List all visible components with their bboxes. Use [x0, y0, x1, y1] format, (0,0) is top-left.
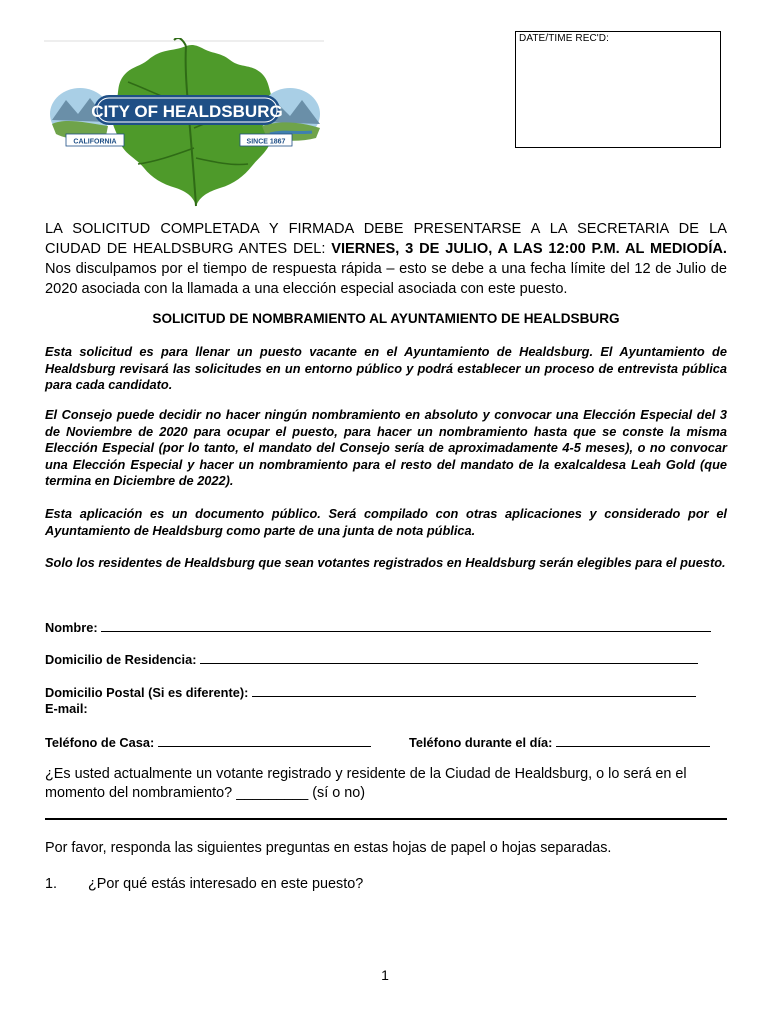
email-field	[45, 701, 88, 716]
voter-question-suffix: (sí o no)	[312, 785, 366, 801]
date-received-box	[515, 31, 721, 148]
home-phone-line[interactable]	[158, 734, 371, 747]
email-label: E-mail:	[45, 701, 88, 716]
paragraph-purpose: Esta solicitud es para llenar un puesto vacante en el Ayuntamiento de Healdsburg. El Ayuntamiento de Healdsburg revisará las solicitudes en un entorno público y podrá establecer un proceso de entrevista pública para cada candidato.	[45, 344, 727, 392]
question-1-number: 1.	[45, 876, 58, 892]
intro-line1: LA SOLICITUD COMPLETADA Y FIRMADA DEBE PRESENTARSE A LA SECRETARIA DE LA	[45, 221, 727, 237]
divider	[45, 818, 727, 820]
name-field	[45, 619, 711, 635]
intro-line2-plain: CIUDAD DE HEALDSBURG ANTES DEL:	[45, 241, 332, 257]
residence-field	[45, 651, 698, 667]
logo-left-text: CALIFORNIA	[73, 138, 117, 146]
day-phone-label: Teléfono durante el día:	[409, 735, 553, 750]
question-1	[45, 876, 364, 892]
intro-text	[45, 219, 727, 299]
paragraph-council-options: El Consejo puede decidir no hacer ningún nombramiento en absoluto y convocar una Elección Especial del 3 de Noviembre de 2020 para ocupar el puesto, para hacer un nombramiento hasta que se conste la misma Elección Especial (por lo tanto, el mandato del Consejo sería de aproximadamente 4-5 meses), o no convocar una Elección Especial y hacer un nombramiento para el resto del mandato de la exalcaldesa Leah Gold (que termina en Diciembre de 2022).	[45, 407, 727, 488]
page-number: 1	[381, 967, 389, 983]
logo-right-text: SINCE 1867	[246, 138, 286, 146]
city-logo	[44, 38, 326, 208]
postal-line[interactable]	[252, 684, 696, 697]
form-heading: SOLICITUD DE NOMBRAMIENTO AL AYUNTAMIENTO DE HEALDSBURG	[152, 311, 620, 326]
question-1-text: ¿Por qué estás interesado en este puesto?	[88, 876, 364, 892]
postal-field	[45, 684, 696, 700]
logo-title: CITY OF HEALDSBURG	[91, 102, 283, 121]
date-received-label: DATE/TIME REC'D:	[519, 33, 609, 44]
instructions: Por favor, responda las siguientes preguntas en estas hojas de papel o hojas separadas.	[45, 840, 612, 856]
day-phone-field	[409, 734, 710, 750]
intro-rest: Nos disculpamos por el tiempo de respuesta rápida – esto se debe a una fecha límite del 12 de Julio de 2020 asociada con la llamada a una elección especial asociada con este puesto.	[45, 261, 727, 297]
voter-question-text: ¿Es usted actualmente un votante registrado y residente de la Ciudad de Healdsburg, o lo será en el momento del nombramiento?	[45, 766, 687, 801]
voter-answer-blank[interactable]: _________	[236, 785, 309, 801]
paragraph-public-document: Esta aplicación es un documento público. Será compilado con otras aplicaciones y considerado por el Ayuntamiento de Healdsburg como parte de una junta de nota pública.	[45, 506, 727, 538]
residence-line[interactable]	[200, 651, 698, 664]
postal-label: Domicilio Postal (Si es diferente):	[45, 685, 249, 700]
name-label: Nombre:	[45, 620, 98, 635]
intro-deadline: VIERNES, 3 DE JULIO, A LAS 12:00 P.M. AL MEDIODÍA.	[331, 241, 727, 257]
name-line[interactable]	[101, 619, 711, 632]
voter-question	[45, 765, 735, 803]
home-phone-field	[45, 734, 371, 750]
day-phone-line[interactable]	[556, 734, 710, 747]
paragraph-eligibility: Solo los residentes de Healdsburg que sean votantes registrados en Healdsburg serán elegibles para el puesto.	[45, 555, 726, 570]
residence-label: Domicilio de Residencia:	[45, 652, 197, 667]
home-phone-label: Teléfono de Casa:	[45, 735, 155, 750]
